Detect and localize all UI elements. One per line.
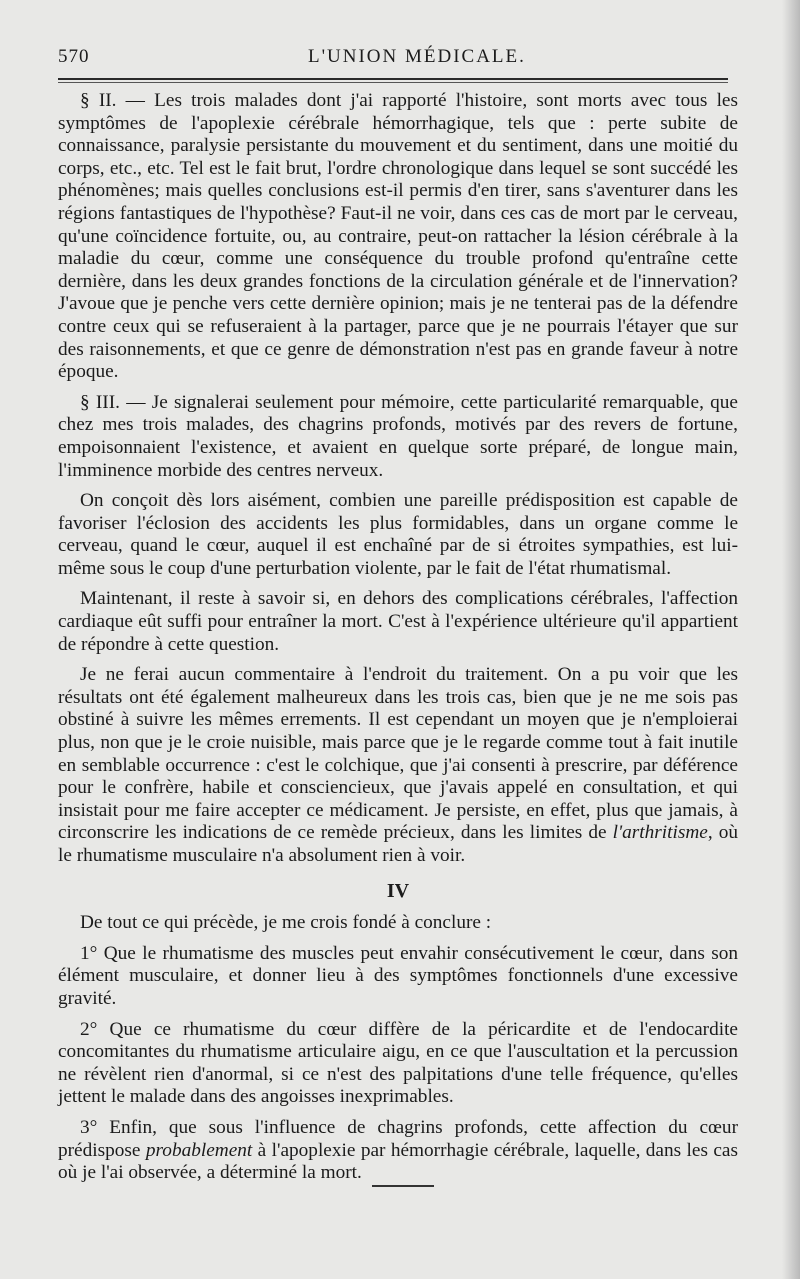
- treatment-text: Je ne ferai aucun commentaire à l'endroit du traitement. On a pu voir que les résultats ont été également malheureux dans les trois cas, bien que je ne me sois pas obstiné à suivre les mêmes errements. Il est cependant un moyen que je n'emploierai plus, non que je le croie nuisible, mais parce que je le regarde comme tout à fait inutile en semblable occurrence : c'est le colchique, que j'ai consenti à prescrire, par déférence pour le confrère, habile et consciencieux, que j'avais appelé en consultation, et qui insistait pour me faire accepter ce médicament. Je persiste, en effet, plus que jamais, à circonscrire les indications de ce remède précieux, dans les limites de: [58, 664, 738, 844]
- end-rule: [372, 1185, 434, 1187]
- header-rule-thin: [58, 82, 728, 83]
- conclusion-3-text: 3° Enfin, que sous l'influence de chagrins profonds, cette affection du cœur prédispose: [58, 1116, 738, 1161]
- article-body: [58, 90, 738, 1193]
- paragraph-section-iii: § III. — Je signalerai seulement pour mémoire, cette particularité remarquable, que chez mes trois malades, des chagrins profonds, motivés par des revers de fortune, empoisonnaient l'existence, et avaient en quelque sorte préparé, de longue main, l'imminence morbide des centres nerveux.: [58, 391, 738, 481]
- paragraph-predisposition: On conçoit dès lors aisément, combien une pareille prédisposition est capable de favoriser l'éclosion des accidents les plus formidables, dans un organe comme le cerveau, quand le cœur, auquel il est enchaîné par de si étroites sympathies, est lui-même sous le coup d'une perturbation violente, par le fait de l'état rhumatismal.: [58, 490, 738, 579]
- treatment-italic: l'arthritisme: [612, 822, 708, 844]
- section-heading-iv: IV: [386, 879, 410, 902]
- page-header: [58, 42, 726, 72]
- paragraph-conclude: De tout ce qui précède, je me crois fondé à conclure :: [80, 912, 492, 934]
- page-number: 570: [58, 46, 90, 67]
- conclusion-3-italic: probablement: [145, 1139, 253, 1161]
- paragraph-cardiac-affection: Maintenant, il reste à savoir si, en dehors des complications cérébrales, l'affection cardiaque eût suffi pour entraîner la mort. C'est à l'expérience ultérieure qu'il appartient de répondre à cette question.: [58, 588, 738, 655]
- treatment-text-end: , où le rhumatisme musculaire n'a absolument rien à voir.: [58, 822, 738, 866]
- conclusion-2: 2° Que ce rhumatisme du cœur diffère de la péricardite et de l'endocardite concomitantes du rhumatisme articulaire aigu, en ce que l'auscultation et la percussion ne révèlent rien d'anormal, si ce n'est des palpitations d'une telle fréquence, qu'elles jettent le malade dans des angoisses inexprimables.: [58, 1018, 738, 1108]
- page-edge-shadow: [782, 0, 800, 1279]
- header-rule: [58, 78, 728, 80]
- conclusion-3-text-end: à l'apoplexie par hémorrhagie cérébrale, laquelle, dans les cas où je l'ai observée, a déterminé la mort.: [58, 1139, 738, 1184]
- conclusion-1: 1° Que le rhumatisme des muscles peut envahir consécutivement le cœur, dans son élément musculaire, et donner lieu à des symptômes fonctionnels d'une excessive gravité.: [58, 942, 738, 1009]
- paragraph-treatment: [58, 664, 738, 867]
- paragraph-section-ii: § II. — Les trois malades dont j'ai rapporté l'histoire, sont morts avec tous les symptômes de l'apoplexie cérébrale hémorrhagique, tels que : perte subite de connaissance, paralysie persistante du mouvement et du sentiment, dans une moitié du corps, etc., etc. Tel est le fait brut, l'ordre chronologique dans lequel se sont succédé les phénomènes; mais quelles conclusions est-il permis d'en tirer, sans s'aventurer dans les régions fantastiques de l'hypothèse? Faut-il ne voir, dans ces cas de mort par le cerveau, qu'une coïncidence fortuite, ou, au contraire, peut-on rattacher la lésion cérébrale à la maladie du cœur, comme une conséquence du trouble profond qu'entraîne cette dernière, dans les deux grandes fonctions de la circulation générale et de l'innervation? J'avoue que je penche vers cette dernière opinion; mais je ne tenterai pas de la défendre contre ceux qui se refuseraient à la partager, parce que je ne pourrais l'étayer que sur des raisonnements, et que ce genre de démonstration n'est pas en grande faveur à notre époque.: [58, 90, 738, 383]
- conclusion-3: [58, 1117, 738, 1185]
- running-head: L'UNION MÉDICALE.: [308, 46, 526, 67]
